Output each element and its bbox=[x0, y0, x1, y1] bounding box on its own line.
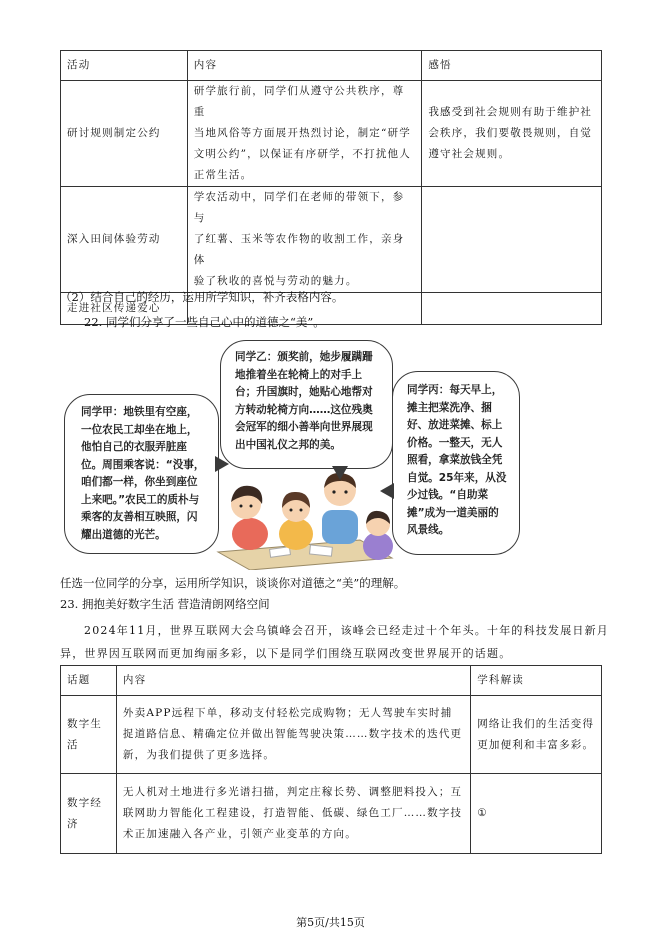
topic-cell bbox=[61, 696, 117, 774]
content-line: 当地风俗等方面展开热烈讨论，制定“研学 bbox=[193, 127, 411, 139]
students-illustration bbox=[210, 466, 398, 570]
content-cell bbox=[187, 81, 422, 187]
content-line: 无人机对土地进行多光谱扫描，判定庄稼长势、调整肥料投入；互 bbox=[122, 786, 463, 798]
content-line: 了红薯、玉米等农作物的收割工作，亲身体 bbox=[193, 233, 405, 266]
q23-intro-line: 2024年11月，世界互联网大会乌镇峰会召开，该峰会已经走过十个年头。十年的科技发展日新月 bbox=[84, 624, 609, 637]
topic-line: 活 bbox=[67, 738, 79, 751]
table-header-row bbox=[61, 51, 602, 81]
activity-cell: 深入田间体验劳动 bbox=[61, 187, 188, 293]
content-cell bbox=[187, 187, 422, 293]
table-row bbox=[61, 696, 602, 774]
reading-cell-answer[interactable] bbox=[471, 774, 602, 854]
table-row bbox=[61, 187, 602, 293]
topic-cell bbox=[61, 774, 117, 854]
q21-instruction: （2）结合自己的经历，运用所学知识，补齐表格内容。 bbox=[60, 290, 344, 304]
q23-title: 23. 拥抱美好数字生活 营造清朗网络空间 bbox=[60, 597, 270, 611]
content-line: 术正加速融入各产业，引领产业变革的方向。 bbox=[122, 828, 357, 840]
reading-line: ① bbox=[477, 807, 488, 819]
bubble-text-bing: 同学丙：每天早上，摊主把菜洗净、捆好、放进菜摊、标上价格。一整天，无人照看，拿菜放钱全凭自觉。25年来，从没少过钱。“自助菜摊”成为一道美丽的风景线。 bbox=[407, 384, 507, 536]
speech-bubble-yi bbox=[220, 340, 393, 469]
activity-cell: 走进社区传递爱心 bbox=[61, 293, 188, 325]
content-line: 捉道路信息、精确定位并做出智能驾驶决策……数字技术的迭代更 bbox=[122, 728, 463, 740]
q22-prompt: 任选一位同学的分享，运用所学知识，谈谈你对道德之“美”的理解。 bbox=[60, 576, 406, 590]
content-cell bbox=[116, 696, 470, 774]
bubble-tail bbox=[380, 483, 394, 499]
header-content: 内容 bbox=[187, 51, 422, 81]
content-line: 联网助力智能化工程建设，打造智能、低碳、绿色工厂……数字技 bbox=[122, 807, 463, 819]
bubble-tail bbox=[215, 456, 229, 472]
bubble-tail bbox=[332, 466, 348, 480]
reading-line: 网络让我们的生活变得 bbox=[477, 717, 595, 730]
topic-line: 数字经 bbox=[67, 796, 103, 809]
content-line: 外卖APP远程下单，移动支付轻松完成购物；无人驾驶车实时捕 bbox=[122, 707, 453, 719]
insight-line: 遵守社会规则。 bbox=[428, 148, 511, 160]
content-line: 学农活动中，同学们在老师的带领下，参与 bbox=[193, 191, 405, 224]
header-reading: 学科解读 bbox=[471, 666, 602, 696]
topic-line: 济 bbox=[67, 817, 79, 830]
insight-line: 我感受到社会规则有助于维护社 bbox=[428, 106, 593, 118]
reading-line: 更加便利和丰富多彩。 bbox=[477, 738, 595, 751]
activity-table bbox=[60, 50, 602, 325]
insight-cell-empty[interactable] bbox=[422, 293, 602, 325]
content-line: 文明公约”，以保证有序研学，不打扰他人 bbox=[193, 148, 411, 160]
insight-line: 会秩序，我们要敬畏规则，自觉 bbox=[428, 127, 593, 139]
content-line: 研学旅行前，同学们从遵守公共秩序，尊重 bbox=[193, 85, 405, 118]
page-footer: 第5页/共15页 bbox=[296, 916, 365, 929]
q22-title: 22. 同学们分享了一些自己心中的道德之“美”。 bbox=[84, 315, 325, 329]
insight-cell bbox=[422, 81, 602, 187]
header-topic: 话题 bbox=[61, 666, 117, 696]
table-row bbox=[61, 774, 602, 854]
bubble-text-yi: 同学乙：颁奖前，她步履蹒跚地推着坐在轮椅上的对手上台；升国旗时，她贴心地帮对方转动轮椅方向……这位残奥会冠军的细小善举向世界展现出中国礼仪之邦的美。 bbox=[235, 351, 373, 451]
header-content: 内容 bbox=[116, 666, 470, 696]
speech-bubble-bing bbox=[392, 371, 520, 555]
speech-bubble-jia bbox=[64, 394, 219, 554]
activity-cell: 研讨规则制定公约 bbox=[61, 81, 188, 187]
topic-line: 数字生 bbox=[67, 717, 103, 730]
content-line: 验了秋收的喜悦与劳动的魅力。 bbox=[193, 275, 358, 287]
content-cell bbox=[116, 774, 470, 854]
header-activity: 活动 bbox=[61, 51, 188, 81]
bubble-text-jia: 同学甲：地铁里有空座，一位农民工却坐在地上，他怕自己的衣服弄脏座位。周围乘客说：“没事，咱们都一样，你坐到座位上来吧。”农民工的质朴与乘客的友善相互映照，闪耀出道德的光芒。 bbox=[81, 406, 205, 541]
q22-illustration bbox=[60, 338, 602, 570]
header-insight: 感悟 bbox=[422, 51, 602, 81]
content-line: 新，为我们提供了更多选择。 bbox=[122, 749, 276, 761]
reading-cell bbox=[471, 696, 602, 774]
insight-cell-empty[interactable] bbox=[422, 187, 602, 293]
q23-intro-line: 异，世界因互联网而更加绚丽多彩，以下是同学们围绕互联网改变世界展开的话题。 bbox=[60, 647, 512, 660]
table-header-row bbox=[61, 666, 602, 696]
topic-table bbox=[60, 665, 602, 854]
content-line: 正常生活。 bbox=[193, 169, 253, 181]
table-row bbox=[61, 81, 602, 187]
